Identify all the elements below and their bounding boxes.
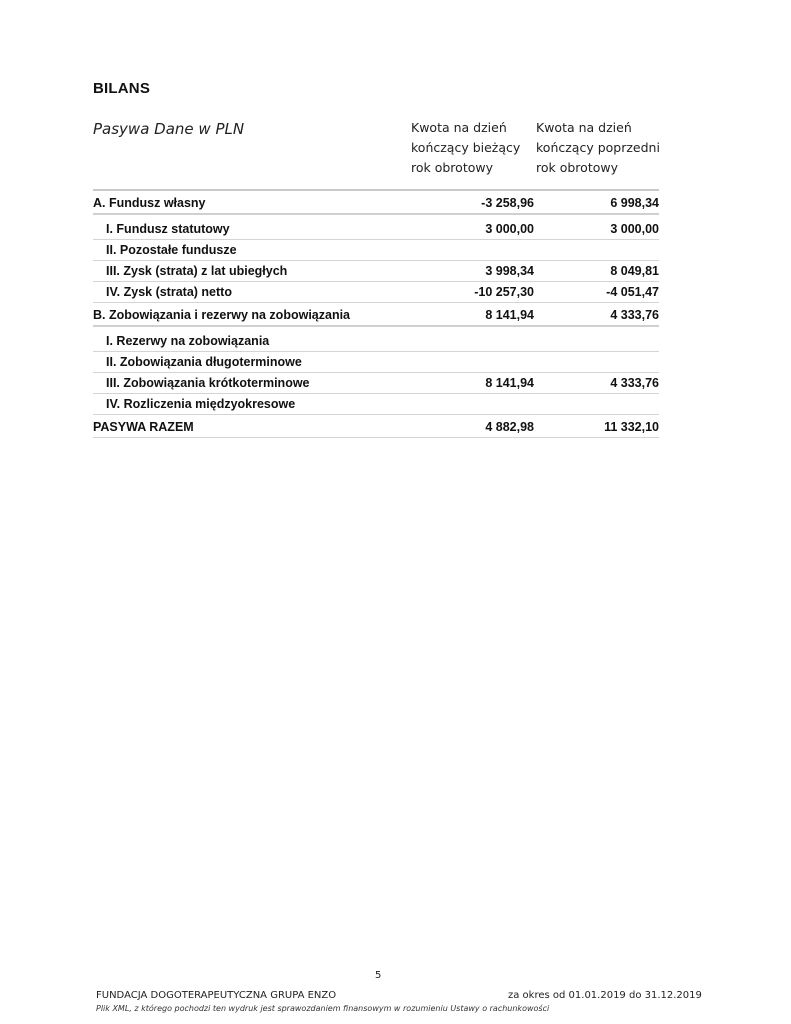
- row-label: II. Pozostałe fundusze: [106, 243, 237, 257]
- column-header-current-year: Kwota na dzień kończący bieżący rok obrotowy: [411, 120, 521, 175]
- previous-year-value: 4 333,76: [610, 376, 659, 390]
- table-row: [93, 219, 659, 240]
- table-row: [93, 394, 659, 415]
- table-row: [93, 373, 659, 394]
- table-row: [93, 240, 659, 261]
- column-header-previous-year: Kwota na dzień kończący poprzedni rok obrotowy: [536, 120, 660, 175]
- row-label: III. Zysk (strata) z lat ubiegłych: [106, 264, 288, 278]
- page-number: 5: [375, 970, 382, 981]
- row-label: I. Rezerwy na zobowiązania: [106, 334, 270, 348]
- row-label: B. Zobowiązania i rezerwy na zobowiązania: [93, 308, 351, 322]
- table-row: [93, 331, 659, 352]
- previous-year-value: 11 332,10: [604, 420, 659, 434]
- row-label: II. Zobowiązania długoterminowe: [106, 355, 302, 369]
- table-row: [93, 352, 659, 373]
- current-year-value: 8 141,94: [485, 308, 534, 322]
- current-year-value: 3 998,34: [485, 264, 534, 278]
- row-label: IV. Zysk (strata) netto: [106, 285, 232, 299]
- table-row: [93, 261, 659, 282]
- current-year-value: 4 882,98: [485, 420, 534, 434]
- previous-year-value: 6 998,34: [610, 196, 659, 210]
- footer-period: za okres od 01.01.2019 do 31.12.2019: [508, 990, 702, 1001]
- current-year-value: 8 141,94: [485, 376, 534, 390]
- table-row: [93, 282, 659, 303]
- previous-year-value: -4 051,47: [606, 285, 659, 299]
- table-row-total: [93, 415, 659, 438]
- document-title: BILANS: [93, 80, 151, 97]
- previous-year-value: 3 000,00: [610, 222, 659, 236]
- previous-year-value: 4 333,76: [610, 308, 659, 322]
- row-label: IV. Rozliczenia międzyokresowe: [106, 397, 296, 411]
- balance-liabilities-table: [93, 189, 659, 438]
- footer-organization: FUNDACJA DOGOTERAPEUTYCZNA GRUPA ENZO: [96, 990, 337, 1001]
- footer-note: Plik XML, z którego pochodzi ten wydruk jest sprawozdaniem finansowym w rozumieniu Ustawy o rachunkowości: [96, 1004, 550, 1013]
- current-year-value: -3 258,96: [481, 196, 534, 210]
- row-label: I. Fundusz statutowy: [106, 222, 230, 236]
- current-year-value: -10 257,30: [474, 285, 534, 299]
- row-label: A. Fundusz własny: [93, 196, 206, 210]
- previous-year-value: 8 049,81: [610, 264, 659, 278]
- current-year-value: 3 000,00: [485, 222, 534, 236]
- row-label: PASYWA RAZEM: [93, 420, 194, 434]
- table-row: [93, 191, 659, 215]
- row-label: III. Zobowiązania krótkoterminowe: [106, 376, 310, 390]
- table-row: [93, 303, 659, 327]
- section-title: Pasywa Dane w PLN: [93, 120, 245, 138]
